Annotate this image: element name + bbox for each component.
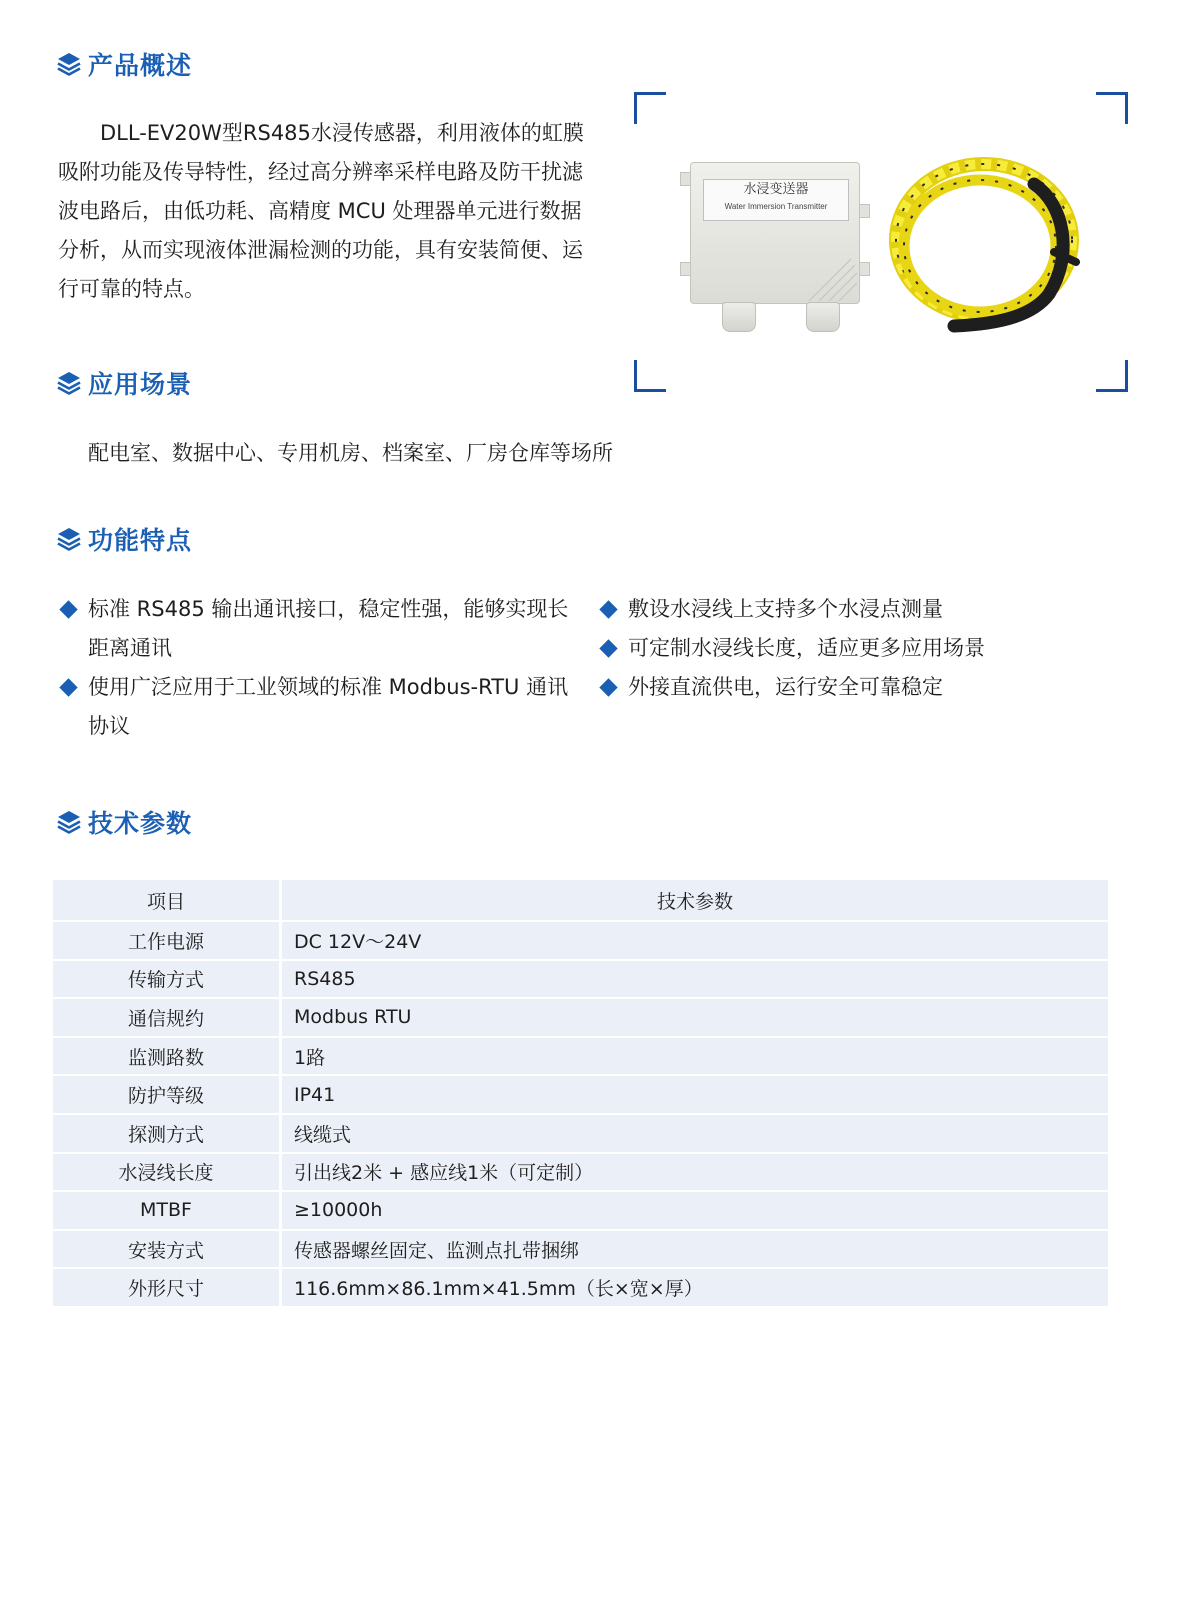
section-title: 技术参数 bbox=[88, 809, 193, 838]
spec-item: 安装方式 bbox=[53, 1231, 282, 1270]
diamond-bullet-icon bbox=[599, 678, 617, 696]
device-vent-lines bbox=[691, 163, 861, 305]
table-row bbox=[53, 1231, 1108, 1270]
spec-value: 传感器螺丝固定、监测点扎带捆绑 bbox=[282, 1231, 1108, 1270]
spec-item: 工作电源 bbox=[53, 922, 282, 961]
frame-corner bbox=[1096, 360, 1128, 392]
device-body bbox=[690, 162, 860, 304]
spec-item: 通信规约 bbox=[53, 999, 282, 1038]
table-row bbox=[53, 1154, 1108, 1193]
section-title: 产品概述 bbox=[88, 51, 193, 80]
table-header-row bbox=[53, 880, 1108, 922]
table-row bbox=[53, 999, 1108, 1038]
spec-item: 探测方式 bbox=[53, 1115, 282, 1154]
spec-value: Modbus RTU bbox=[282, 999, 1108, 1038]
spec-item: 防护等级 bbox=[53, 1076, 282, 1115]
cable-gland bbox=[722, 302, 756, 332]
feature-text: 使用广泛应用于工业领域的标准 Modbus-RTU 通讯协议 bbox=[88, 675, 569, 738]
overview-paragraph bbox=[58, 114, 586, 309]
spec-value: 1路 bbox=[282, 1038, 1108, 1077]
layers-icon bbox=[56, 809, 82, 835]
column-header: 技术参数 bbox=[282, 880, 1108, 922]
spec-value: 线缆式 bbox=[282, 1115, 1108, 1154]
list-item bbox=[58, 668, 578, 746]
product-photo bbox=[634, 92, 1128, 392]
list-item bbox=[598, 629, 1078, 668]
list-item bbox=[598, 590, 1078, 629]
column-header: 项目 bbox=[53, 880, 282, 922]
table-row bbox=[53, 922, 1108, 961]
feature-text: 外接直流供电，运行安全可靠稳定 bbox=[628, 675, 943, 699]
feature-text: 可定制水浸线长度，适应更多应用场景 bbox=[628, 636, 985, 660]
frame-corner bbox=[1096, 92, 1128, 124]
transmitter-box-image bbox=[690, 162, 860, 332]
frame-corner bbox=[634, 360, 666, 392]
overview-text: DLL-EV20W型RS485水浸传感器，利用液体的虹膜吸附功能及传导特性，经过高分辨率采样电路及防干扰滤波电路后，由低功耗、高精度 MCU 处理器单元进行数据分析，从而实现液体泄漏检测的功能，具有安装简便、运行可靠的特点。 bbox=[58, 121, 584, 301]
spec-value: DC 12V～24V bbox=[282, 922, 1108, 961]
table-row bbox=[53, 1269, 1108, 1308]
device-label-cn: 水浸变送器 bbox=[743, 182, 809, 197]
section-heading-overview bbox=[56, 47, 192, 81]
feature-list-right bbox=[598, 590, 1078, 707]
layers-icon bbox=[56, 526, 82, 552]
feature-list-left bbox=[58, 590, 578, 746]
diamond-bullet-icon bbox=[59, 600, 77, 618]
section-title: 功能特点 bbox=[88, 526, 193, 555]
layers-icon bbox=[56, 370, 82, 396]
section-heading-specs bbox=[56, 805, 192, 839]
section-heading-features bbox=[56, 522, 192, 556]
cable-gland bbox=[806, 302, 840, 332]
spec-item: 传输方式 bbox=[53, 961, 282, 1000]
table-row bbox=[53, 1038, 1108, 1077]
application-text: 配电室、数据中心、专用机房、档案室、厂房仓库等场所 bbox=[88, 441, 613, 465]
water-sensing-cable-image bbox=[884, 144, 1084, 344]
spec-item: MTBF bbox=[53, 1192, 282, 1231]
spec-value: 116.6mm×86.1mm×41.5mm（长×宽×厚） bbox=[282, 1269, 1108, 1308]
spec-item: 监测路数 bbox=[53, 1038, 282, 1077]
spec-table bbox=[53, 880, 1108, 1308]
spec-value: 引出线2米 + 感应线1米（可定制） bbox=[282, 1154, 1108, 1193]
layers-icon bbox=[56, 51, 82, 77]
table-row bbox=[53, 1192, 1108, 1231]
section-title: 应用场景 bbox=[88, 370, 193, 399]
diamond-bullet-icon bbox=[599, 639, 617, 657]
list-item bbox=[58, 590, 578, 668]
diamond-bullet-icon bbox=[59, 678, 77, 696]
spec-value: ≥10000h bbox=[282, 1192, 1108, 1231]
list-item bbox=[598, 668, 1078, 707]
table-row bbox=[53, 1115, 1108, 1154]
spec-value: RS485 bbox=[282, 961, 1108, 1000]
feature-text: 标准 RS485 输出通讯接口，稳定性强，能够实现长距离通讯 bbox=[88, 597, 569, 660]
device-label-en: Water Immersion Transmitter bbox=[724, 202, 828, 211]
section-heading-application bbox=[56, 366, 192, 400]
spec-item: 水浸线长度 bbox=[53, 1154, 282, 1193]
frame-corner bbox=[634, 92, 666, 124]
spec-item: 外形尺寸 bbox=[53, 1269, 282, 1308]
table-row bbox=[53, 961, 1108, 1000]
feature-text: 敷设水浸线上支持多个水浸点测量 bbox=[628, 597, 943, 621]
table-row bbox=[53, 1076, 1108, 1115]
spec-value: IP41 bbox=[282, 1076, 1108, 1115]
diamond-bullet-icon bbox=[599, 600, 617, 618]
